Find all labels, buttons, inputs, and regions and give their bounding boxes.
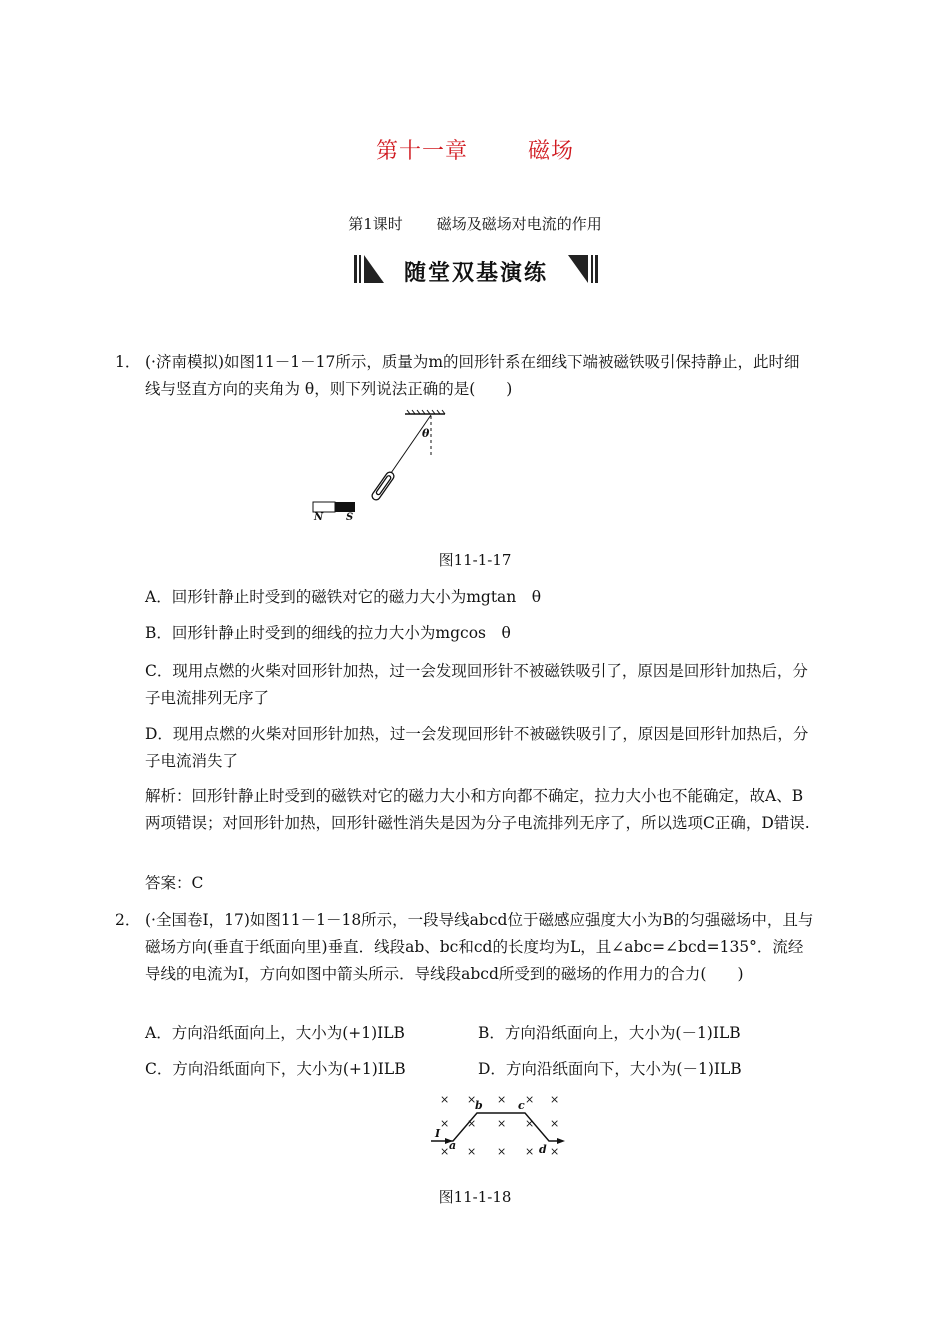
lesson-number: 第1课时 bbox=[348, 215, 403, 233]
section-banner bbox=[354, 252, 598, 286]
field-mark: × bbox=[550, 1117, 560, 1130]
field-mark: × bbox=[497, 1117, 507, 1130]
point-b-label: b bbox=[475, 1099, 483, 1112]
field-mark: × bbox=[467, 1117, 477, 1130]
chapter-title: 磁场 bbox=[528, 139, 575, 164]
lesson-title: 磁场及磁场对电流的作用 bbox=[436, 215, 602, 233]
chapter-number: 第十一章 bbox=[375, 139, 468, 164]
field-mark: × bbox=[497, 1093, 507, 1106]
field-mark: × bbox=[440, 1093, 450, 1106]
option-d: D．现用点燃的火柴对回形针加热，过一会发现回形针不被磁铁吸引了，原因是回形针加热后，分子电流消失了 bbox=[145, 725, 809, 770]
field-marks bbox=[425, 1093, 570, 1161]
magnet-n-label: N bbox=[314, 512, 324, 523]
option-a: A．回形针静止时受到的磁铁对它的磁力大小为mgtan θ bbox=[145, 588, 542, 606]
field-mark: × bbox=[497, 1145, 507, 1158]
question-number: 2． bbox=[115, 911, 141, 929]
magnet-s-label: S bbox=[346, 512, 354, 523]
current-label: I bbox=[435, 1127, 441, 1140]
field-mark: × bbox=[440, 1145, 450, 1158]
field-mark: × bbox=[550, 1093, 560, 1106]
question-stem: (·全国卷Ⅰ，17)如图11－1－18所示，一段导线abcd位于磁感应强度大小为B的匀强磁场中，且与磁场方向(垂直于纸面向里)垂直．线段ab、bc和cd的长度均为L，且∠abc=∠bcd=135°．流经导线的电流为I，方向如图中箭头所示．导线段abcd所受到的磁场的作用力的合力( ) bbox=[145, 911, 814, 983]
field-mark: × bbox=[467, 1093, 477, 1106]
field-mark: × bbox=[467, 1145, 477, 1158]
answer: 答案：C bbox=[145, 874, 204, 892]
angle-label: θ bbox=[422, 427, 430, 440]
question-1 bbox=[115, 349, 815, 403]
field-mark: × bbox=[550, 1145, 560, 1158]
lesson-heading bbox=[0, 213, 950, 234]
figure-caption: 图11-1-17 bbox=[438, 551, 512, 569]
field-mark: × bbox=[440, 1117, 450, 1130]
option-d: D．方向沿纸面向下，大小为(－1)ILB bbox=[478, 1060, 742, 1078]
question-number: 1． bbox=[115, 353, 141, 371]
point-c-label: c bbox=[518, 1099, 525, 1112]
point-d-label: d bbox=[539, 1143, 547, 1156]
chapter-heading bbox=[0, 134, 950, 165]
field-mark: × bbox=[525, 1093, 535, 1106]
banner-text: 随堂双基演练 bbox=[403, 261, 548, 286]
option-a: A．方向沿纸面向上，大小为(+1)ILB bbox=[145, 1024, 405, 1042]
point-a-label: a bbox=[449, 1139, 457, 1152]
option-b: B．回形针静止时受到的细线的拉力大小为mgcos θ bbox=[145, 624, 511, 642]
option-c: C．方向沿纸面向下，大小为(+1)ILB bbox=[145, 1060, 406, 1078]
field-mark: × bbox=[525, 1145, 535, 1158]
field-mark: × bbox=[525, 1117, 535, 1130]
question-stem: (·济南模拟)如图11－1－17所示，质量为m的回形针系在细线下端被磁铁吸引保持静止，此时细线与竖直方向的夹角为 θ，则下列说法正确的是( ) bbox=[145, 353, 800, 398]
analysis: 解析：回形针静止时受到的磁铁对它的磁力大小和方向都不确定，拉力大小也不能确定，故A、B两项错误；对回形针加热，回形针磁性消失是因为分子电流排列无序了，所以选项C正确，D错误. bbox=[145, 787, 810, 832]
option-c: C．现用点燃的火柴对回形针加热，过一会发现回形针不被磁铁吸引了，原因是回形针加热后，分子电流排列无序了 bbox=[145, 662, 808, 707]
figure-caption: 图11-1-18 bbox=[438, 1188, 512, 1206]
option-b: B．方向沿纸面向上，大小为(－1)ILB bbox=[478, 1024, 741, 1042]
question-2 bbox=[115, 907, 815, 988]
figure-11-1-17 bbox=[305, 408, 455, 528]
